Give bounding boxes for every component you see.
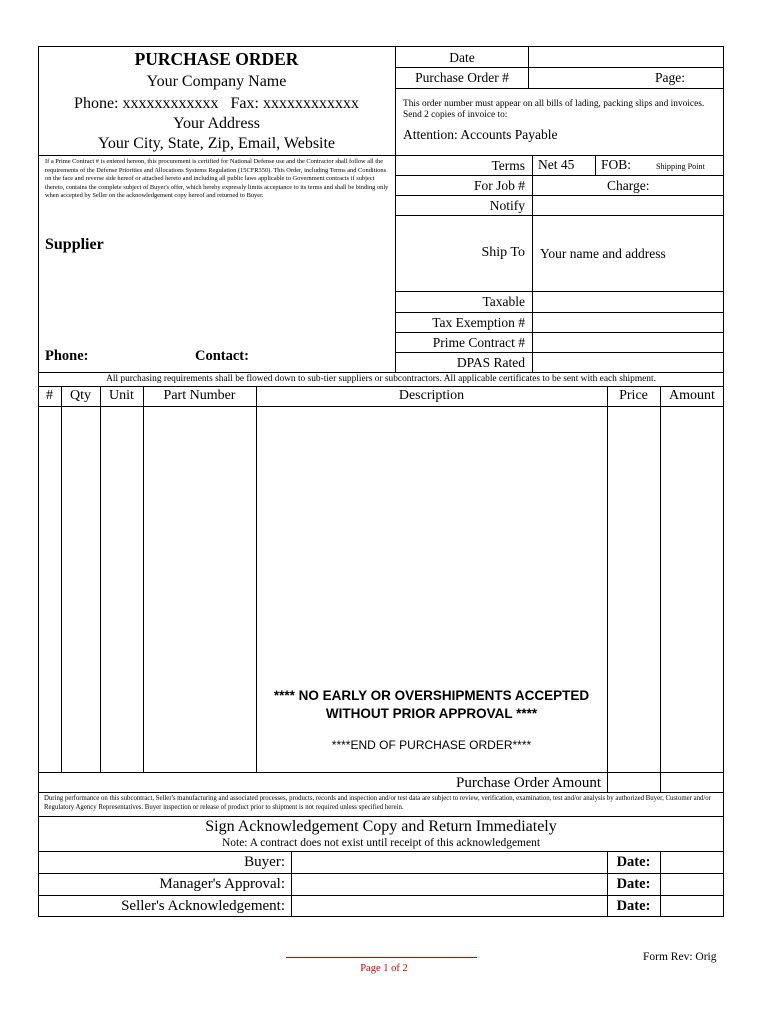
prime-contract-field[interactable] [533, 333, 723, 352]
fob-label: FOB: [601, 157, 632, 172]
ship-to-label: Ship To [481, 245, 525, 260]
prior-approval-note: WITHOUT PRIOR APPROVAL **** [325, 706, 538, 721]
taxable-field[interactable] [533, 292, 723, 312]
rule [38, 772, 724, 773]
col-header-amount: Amount [669, 388, 715, 403]
ship-to-value[interactable]: Your name and address [540, 246, 666, 261]
rule [38, 792, 724, 793]
supplier-phone-label: Phone: [45, 348, 89, 364]
attention-line: Attention: Accounts Payable [403, 127, 558, 142]
rule [595, 155, 596, 175]
manager-date-label: Date: [616, 876, 651, 892]
col-header-unit: Unit [109, 388, 134, 403]
job-number-field[interactable] [533, 176, 593, 195]
notify-label: Notify [489, 198, 525, 213]
buyer-signature-field[interactable] [292, 852, 606, 873]
rule [38, 386, 724, 387]
po-amount-field[interactable] [661, 773, 723, 792]
company-phone-fax: Phone: xxxxxxxxxxxx Fax: xxxxxxxxxxxx [74, 95, 359, 112]
end-of-po-note: ****END OF PURCHASE ORDER**** [331, 738, 532, 752]
invoice-notice: This order number must appear on all bills of lading, packing slips and invoices. Send 2 copies of invoice to: [403, 99, 705, 120]
prime-contract-label: Prime Contract # [432, 335, 525, 350]
flowdown-notice: All purchasing requirements shall be flowed down to sub-tier suppliers or subcontractors. All applicable certificates to be sent with each shipment. [106, 374, 656, 384]
terms-value[interactable]: Net 45 [538, 157, 575, 172]
supplier-field[interactable] [45, 258, 390, 344]
page-number: Page 1 of 2 [360, 963, 408, 974]
company-city: Your City, State, Zip, Email, Website [97, 135, 336, 152]
rule [395, 215, 724, 216]
po-number-field[interactable] [529, 68, 639, 88]
seller-date-label: Date: [616, 898, 651, 914]
date-label: Date [449, 50, 475, 65]
page-label: Page: [655, 70, 685, 85]
rule [38, 155, 395, 156]
buyer-label: Buyer: [244, 854, 285, 870]
ack-title: Sign Acknowledgement Copy and Return Immediately [205, 818, 557, 835]
tax-exemption-label: Tax Exemption # [432, 315, 525, 330]
dpas-rated-field[interactable] [533, 353, 723, 372]
supplier-label: Supplier [45, 236, 104, 253]
po-amount-label: Purchase Order Amount [456, 775, 601, 791]
footer-rule [286, 957, 477, 958]
rule [38, 372, 724, 373]
charge-label: Charge: [607, 178, 650, 193]
company-name: Your Company Name [146, 73, 287, 90]
taxable-label: Taxable [482, 294, 525, 309]
prime-contract-notice: If a Prime Contract # is entered hereon, this procurement is certified for National Defense use and the Contractor shall follow all the requirements of the Defense Priorities and Allocations Systems Regulation (15CFR350). This Order, including Terms and Conditions on the face and reverse side hereof or attached hereto and including all public laws applicable to Government contracts if subject thereto, contains the complete subject of Buyer's offer, which hereby expressly limits acceptance to its terms and shall be binding only when accepted by Seller on the acknowledgement copy hereof and returned to Buyer. [45, 158, 389, 200]
rule [395, 88, 724, 89]
col-header-description: Description [398, 388, 465, 403]
form-title: PURCHASE ORDER [134, 49, 299, 69]
terms-label: Terms [491, 158, 525, 173]
buyer-date-field[interactable] [661, 852, 723, 873]
company-address: Your Address [173, 115, 260, 132]
seller-ack-label: Seller's Acknowledgement: [121, 898, 285, 914]
manager-date-field[interactable] [661, 874, 723, 895]
po-number-label: Purchase Order # [415, 70, 509, 85]
job-number-label: For Job # [473, 178, 525, 193]
col-header-qty: Qty [70, 388, 91, 403]
date-field[interactable] [529, 47, 723, 67]
col-header-number: # [46, 388, 53, 403]
rule [38, 816, 724, 817]
buyer-date-label: Date: [616, 854, 651, 870]
seller-date-field[interactable] [661, 896, 723, 916]
seller-signature-field[interactable] [292, 896, 606, 916]
line-items-area[interactable] [39, 407, 723, 687]
no-early-shipments-note: **** NO EARLY OR OVERSHIPMENTS ACCEPTED [273, 688, 590, 703]
manager-signature-field[interactable] [292, 874, 606, 895]
rule [395, 155, 724, 156]
notify-field[interactable] [533, 196, 723, 215]
ack-note: Note: A contract does not exist until receipt of this acknowledgement [221, 837, 541, 849]
supplier-contact-label: Contact: [195, 348, 249, 364]
col-header-price: Price [619, 388, 648, 403]
dpas-rated-label: DPAS Rated [456, 355, 525, 370]
fob-value[interactable]: Shipping Point [656, 162, 705, 171]
manager-approval-label: Manager's Approval: [159, 876, 285, 892]
review-notice: During performance on this subcontract, Seller's manufacturing and associated processes, products, records and inspection and/or test data are subject to review, verification, examination, test and/or analysis by authorized Buyer, Customer and/or Regulatory Agency Representatives. Buyer inspection or release of product prior to shipment is not required unless specified herein. [44, 795, 711, 811]
col-header-part-number: Part Number [163, 388, 236, 403]
tax-exemption-field[interactable] [533, 313, 723, 332]
form-revision: Form Rev: Orig [643, 951, 717, 963]
